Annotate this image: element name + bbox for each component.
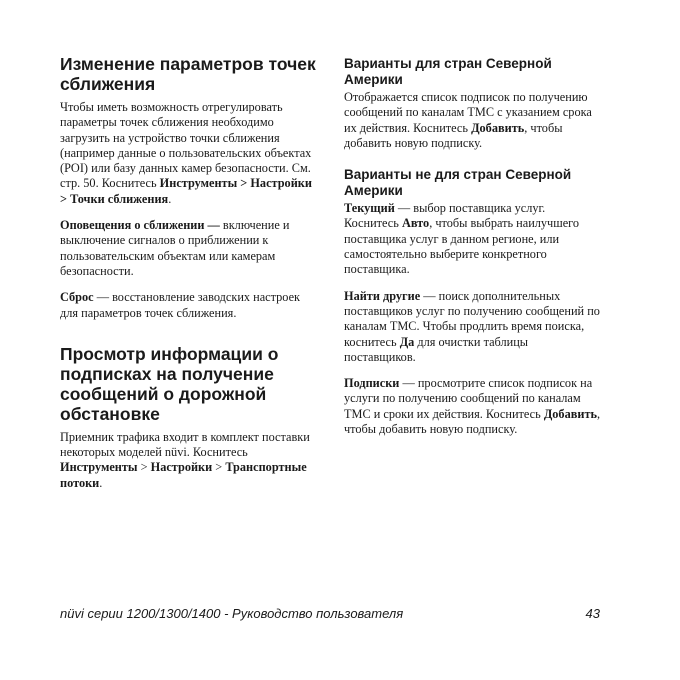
- paragraph-proximity-alerts: Оповещения о сближении — включение и выключение сигналов о приближении к пользовательским объектам или камерам безопасности.: [60, 218, 290, 278]
- menu-path-proximity: Инструменты > Настройки > Точки сближения: [60, 176, 312, 206]
- right-column: [344, 56, 602, 448]
- paragraph-subscriptions: Подписки — просмотрите список подписок на услуги по получению сообщений по каналам TMC и сроки их действия. Коснитесь Добавить, чтобы добавить новую подписку.: [344, 376, 601, 437]
- paragraph-find-others: Найти другие — поиск дополнительных поставщиков услуг по получению сообщений по каналам TMC. Чтобы продлить время поиска, коснитесь Да для очистки таблицы поставщиков.: [344, 288, 600, 364]
- heading-proximity-settings: Изменение параметров точек сближения: [60, 54, 316, 94]
- paragraph-reset: Сброс — восстановление заводских настроек для параметров точек сближения.: [60, 290, 301, 320]
- heading-non-north-america: Варианты не для стран Северной Америки: [344, 167, 572, 199]
- heading-north-america: Варианты для стран Северной Америки: [344, 56, 552, 87]
- page-footer: [60, 606, 600, 621]
- paragraph-current: Текущий — выбор поставщика услуг. Коснитесь Авто, чтобы выбрать наилучшего поставщика услуг в данном регионе, или самостоятельно выберите конкретного поставщика.: [344, 201, 580, 277]
- heading-traffic-subscriptions: Просмотр информации о подписках на получение сообщений о дорожной обстановке: [60, 343, 279, 424]
- paragraph-traffic-intro: Приемник трафика входит в комплект поставки некоторых моделей nüvi. Коснитесь Инструменты > Настройки > Транспортные потоки.: [60, 429, 310, 490]
- page-number: 43: [585, 606, 600, 621]
- footer-title: nüvi серии 1200/1300/1400 - Руководство пользователя: [60, 606, 404, 621]
- paragraph-proximity-intro: Чтобы иметь возможность отрегулировать параметры точек сближения необходимо загрузить на устройство точки сближения (например данные о пользовательских объектах (POI) или базу данных камер безопасности. См. стр. 50. Коснитесь Инструменты > Настройки > Точки сближения.: [60, 100, 312, 206]
- left-column: [60, 54, 318, 502]
- paragraph-north-america: Отображается список подписок по получению сообщений по каналам TMC с указанием срока их действия. Коснитесь Добавить, чтобы добавить новую подписку.: [344, 90, 592, 150]
